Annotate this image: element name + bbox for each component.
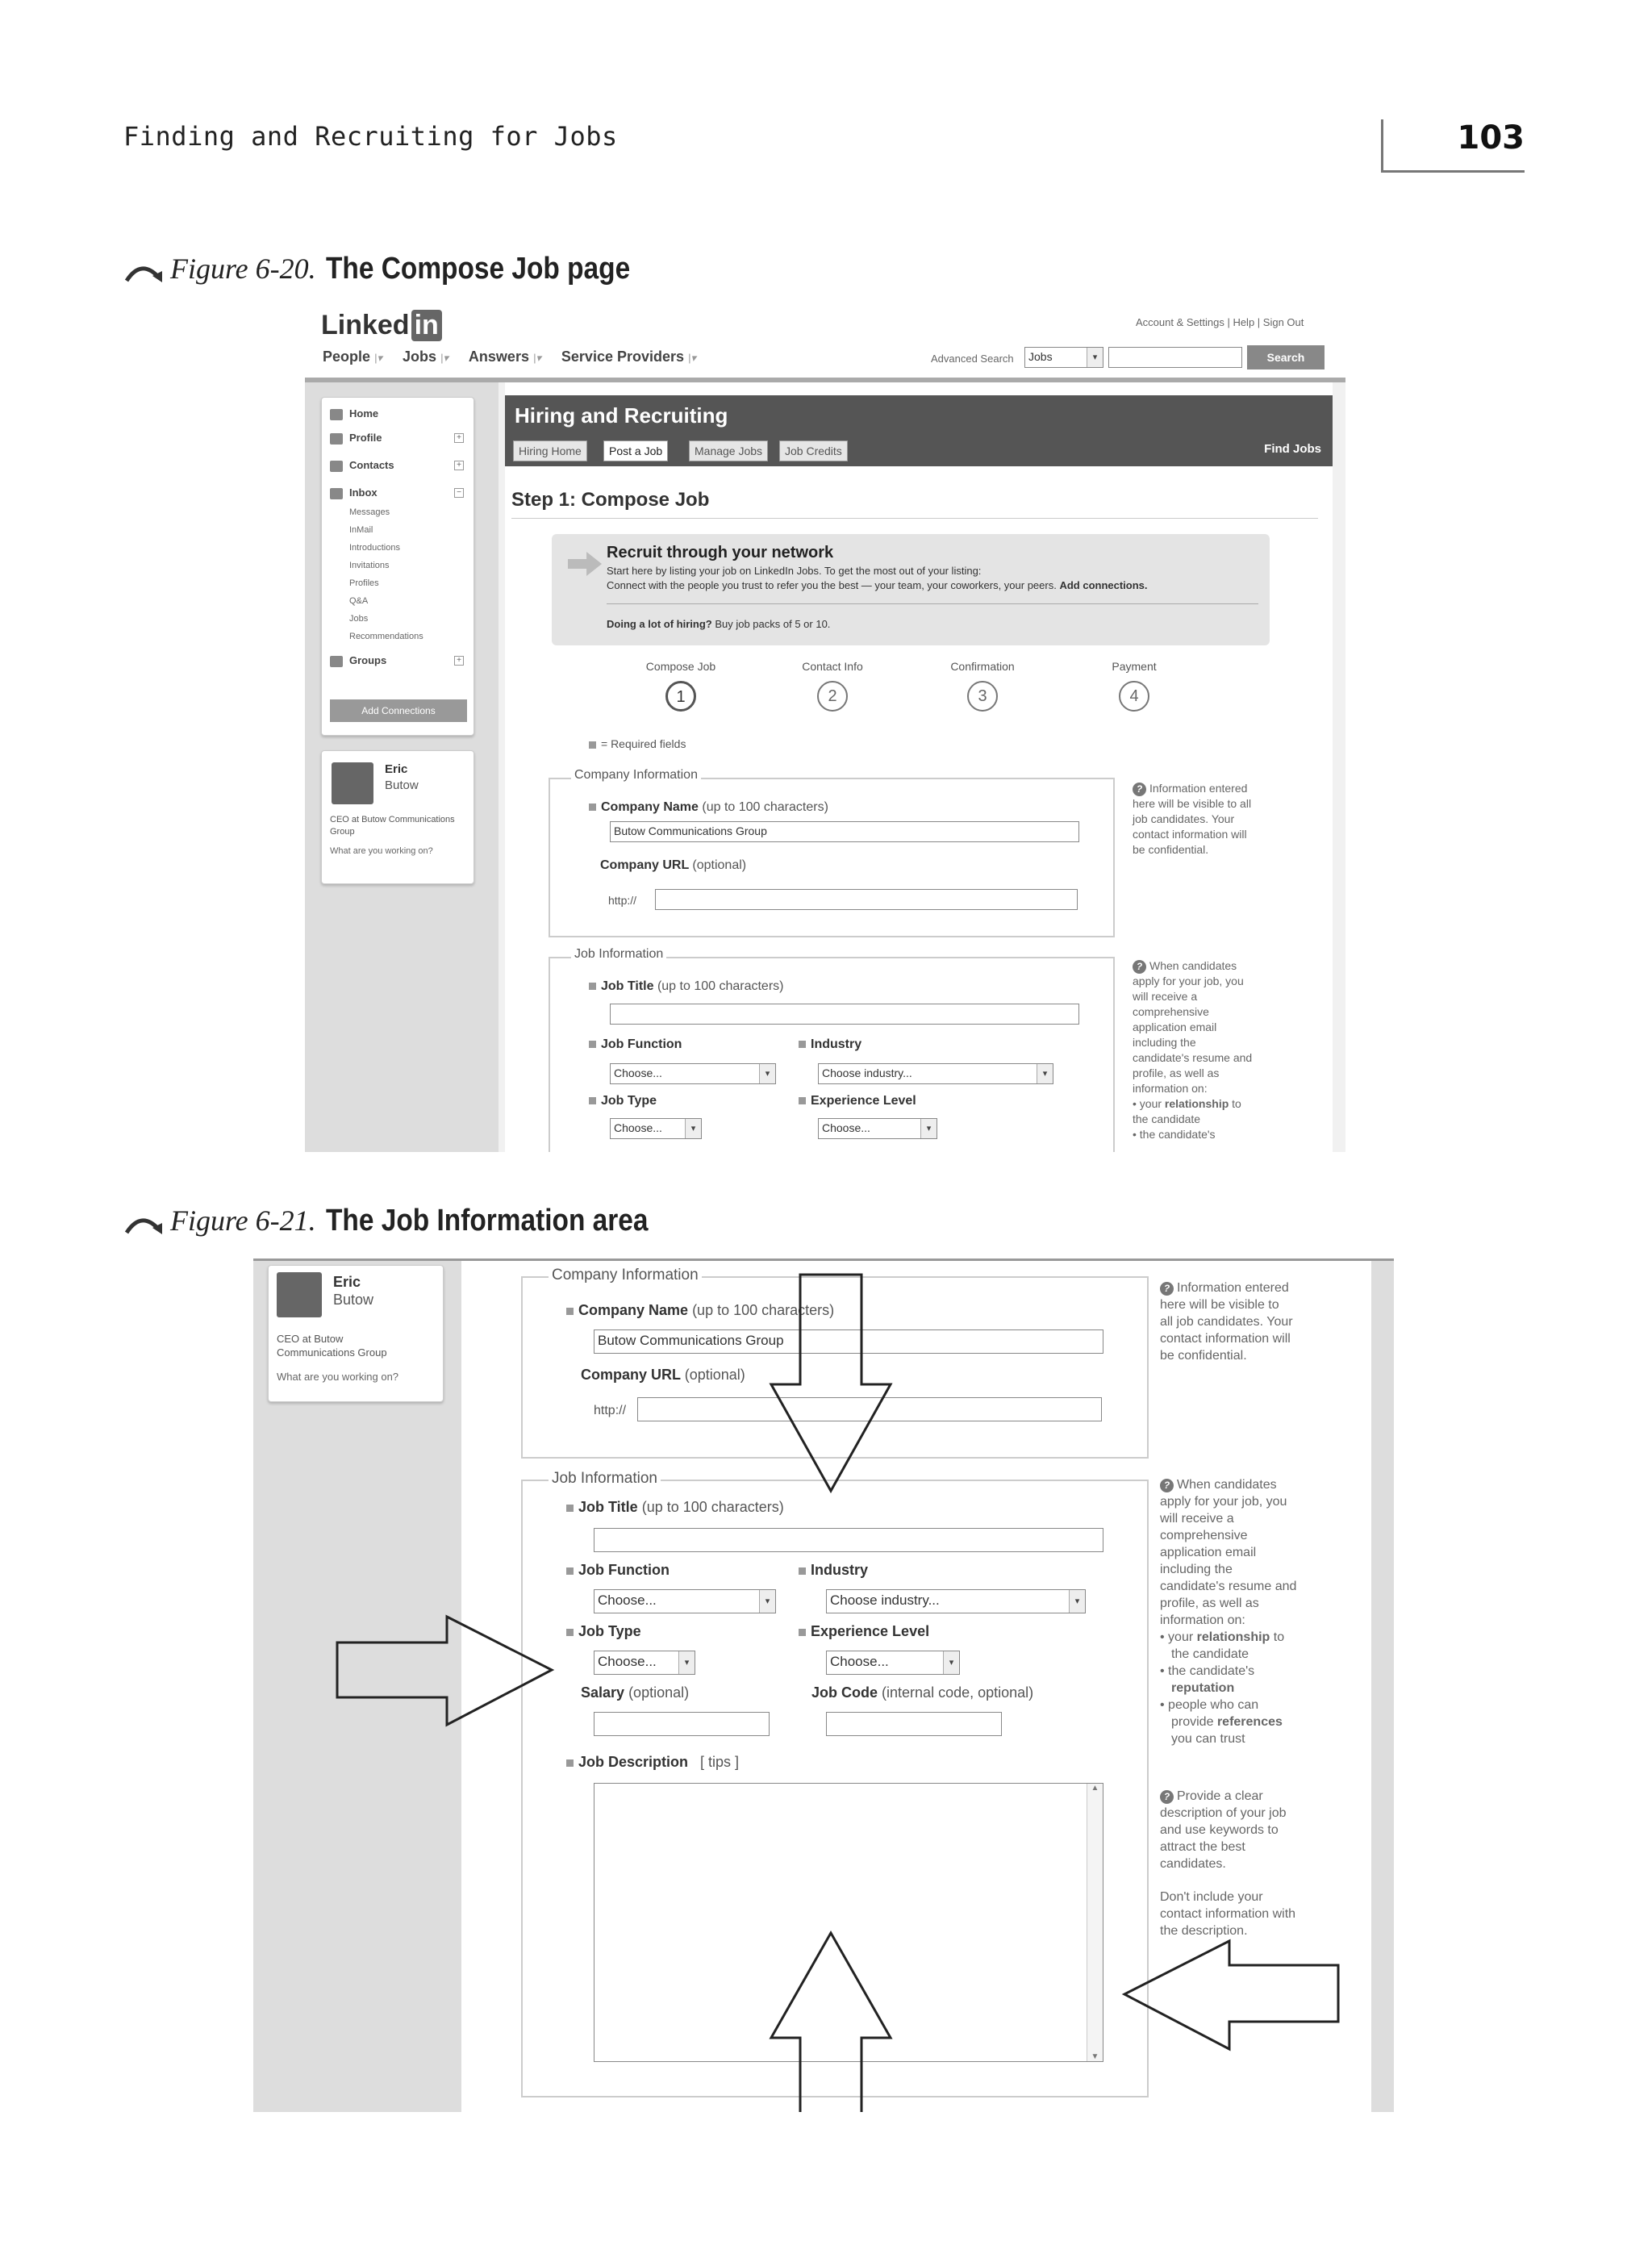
arrow-down-icon	[771, 1275, 891, 1491]
recruit-title: Recruit through your network	[607, 544, 834, 561]
linkedin-logo	[321, 310, 442, 341]
sidebar-item-inbox[interactable]: Inbox	[330, 486, 378, 499]
inbox-sub-item[interactable]: Q&A	[349, 596, 369, 606]
step-2-indicator: 2	[817, 681, 848, 712]
running-head: Finding and Recruiting for Jobs	[123, 121, 618, 152]
job-type-select[interactable]: Choose... ▾	[610, 1118, 702, 1139]
account-links[interactable]: Account & Settings | Help | Sign Out	[1136, 316, 1304, 328]
inbox-sub-item[interactable]: Jobs	[349, 614, 369, 624]
scroll-down-icon[interactable]: ▼	[1091, 2052, 1099, 2061]
job-packs-link[interactable]: Buy job packs of 5 or 10.	[715, 618, 831, 630]
status-prompt[interactable]: What are you working on?	[330, 846, 433, 856]
nav-answers[interactable]: Answers |▾	[468, 349, 541, 365]
chevron-down-icon: ▾	[759, 1064, 775, 1083]
job-legend: Job Information	[549, 1470, 661, 1488]
company-url-label: Company URL (optional)	[581, 1367, 745, 1383]
scroll-up-icon[interactable]: ▲	[1091, 1784, 1099, 1793]
sidebar-item-home[interactable]: Home	[330, 407, 378, 420]
help-icon: ?	[1133, 783, 1146, 796]
job-function-label: Job Function	[589, 1037, 682, 1052]
chevron-down-icon: ▾	[1037, 1064, 1053, 1083]
user-headline: CEO at Butow Communications Group	[330, 815, 455, 837]
chevron-down-icon: ▾	[759, 1590, 775, 1613]
required-marker-icon	[589, 1041, 596, 1048]
recruit-banner	[552, 534, 1270, 645]
job-description-label: Job Description [ tips ]	[566, 1754, 739, 1771]
nav-service-providers[interactable]: Service Providers |▾	[561, 349, 696, 365]
hiring-note: Doing a lot of hiring? Buy job packs of 5 or 10.	[607, 618, 831, 630]
help-icon: ?	[1160, 1790, 1174, 1804]
tab-hiring-home[interactable]: Hiring Home	[513, 440, 587, 461]
figure-caption	[123, 252, 671, 286]
required-note: = Required fields	[589, 737, 686, 750]
expand-icon[interactable]: +	[454, 461, 464, 470]
chevron-down-icon: ▾	[685, 1119, 701, 1138]
add-connections-button[interactable]: Add Connections	[330, 699, 467, 722]
figure-title: The Job Information area	[325, 1204, 649, 1238]
step-heading: Step 1: Compose Job	[511, 489, 710, 511]
expand-icon[interactable]: +	[454, 433, 464, 443]
user-last-name[interactable]: Butow	[385, 778, 419, 792]
arrow-left-icon	[1124, 1941, 1338, 2049]
industry-select[interactable]: Choose industry... ▾	[818, 1063, 1053, 1084]
nav-box	[321, 397, 474, 736]
add-connections-link[interactable]: Add connections.	[1059, 579, 1148, 591]
experience-level-select[interactable]: Choose... ▾	[826, 1651, 960, 1675]
divider	[607, 603, 1258, 604]
step-1-indicator: 1	[665, 681, 696, 712]
company-help: ? Information entered here will be visible to all job candidates. Your contact information will be confidential.	[1133, 782, 1252, 856]
inbox-sub-item[interactable]: Invitations	[349, 561, 390, 570]
http-prefix: http://	[608, 894, 637, 907]
help-icon: ?	[1160, 1479, 1174, 1492]
figure-ref: Figure 6-20.	[170, 253, 316, 285]
experience-level-select[interactable]: Choose... ▾	[818, 1118, 937, 1139]
recruit-line-1: Start here by listing your job on LinkedIn Jobs. To get the most out of your listing:	[607, 565, 982, 577]
job-type-select[interactable]: Choose... ▾	[594, 1651, 695, 1675]
required-marker-icon	[799, 1097, 806, 1104]
contacts-icon	[330, 461, 343, 472]
http-prefix: http://	[594, 1404, 627, 1417]
inbox-sub-item[interactable]: Introductions	[349, 543, 400, 553]
callout-arrows	[253, 1258, 1394, 2112]
main-nav	[323, 349, 712, 365]
page-number: 103	[1457, 119, 1525, 157]
step-label: Contact Info	[802, 660, 863, 673]
search-button[interactable]: Search	[1247, 345, 1325, 369]
user-first-name[interactable]: Eric	[385, 762, 408, 776]
job-function-label: Job Function	[566, 1562, 670, 1579]
inbox-sub-item[interactable]: Recommendations	[349, 632, 423, 641]
experience-level-label: Experience Level	[799, 1094, 916, 1108]
user-first-name[interactable]: Eric	[333, 1274, 361, 1290]
company-legend: Company Information	[549, 1267, 702, 1284]
inbox-sub-item[interactable]: Messages	[349, 507, 390, 517]
curved-arrow-icon	[123, 260, 165, 284]
chevron-down-icon: ▾	[678, 1651, 695, 1674]
job-title-label: Job Title (up to 100 characters)	[566, 1499, 784, 1516]
figure-caption	[123, 1204, 692, 1238]
step-3-indicator: 3	[967, 681, 998, 712]
industry-label: Industry	[799, 1562, 868, 1579]
salary-label: Salary (optional)	[581, 1684, 690, 1701]
avatar[interactable]	[332, 762, 373, 804]
job-code-label: Job Code (internal code, optional)	[811, 1684, 1034, 1701]
company-url-label: Company URL (optional)	[600, 858, 747, 872]
required-marker-icon	[589, 741, 596, 749]
company-name-input[interactable]: Butow Communications Group	[594, 1329, 1103, 1354]
status-prompt[interactable]: What are you working on?	[277, 1371, 399, 1383]
step-label: Payment	[1112, 660, 1157, 673]
sidebar-item-profile[interactable]: Profile	[330, 432, 382, 445]
curved-arrow-icon	[123, 1212, 165, 1236]
user-last-name[interactable]: Butow	[333, 1292, 374, 1308]
description-help: ? Provide a clear description of your job and use keywords to attract the best candidates. Don't include your contact information with the description.	[1160, 1789, 1296, 1938]
chevron-down-icon: ▾	[1087, 348, 1103, 367]
profile-box	[321, 750, 474, 884]
job-type-label: Job Type	[589, 1094, 657, 1108]
tab-post-a-job[interactable]: Post a Job	[603, 440, 668, 461]
job-function-select[interactable]: Choose... ▾	[594, 1589, 776, 1613]
experience-level-label: Experience Level	[799, 1623, 929, 1640]
figure-job-information	[253, 1258, 1394, 2112]
job-title-input[interactable]	[610, 1004, 1079, 1025]
find-jobs-link[interactable]: Find Jobs	[1264, 442, 1321, 456]
company-url-input[interactable]	[655, 889, 1078, 910]
step-4-indicator: 4	[1119, 681, 1149, 712]
sidebar-item-contacts[interactable]: Contacts	[330, 459, 394, 472]
tips-link[interactable]: [ tips ]	[700, 1754, 740, 1770]
industry-select[interactable]: Choose industry... ▾	[826, 1589, 1086, 1613]
sidebar-item-groups[interactable]: Groups	[330, 654, 386, 667]
company-help: ? Information entered here will be visible to all job candidates. Your contact information will be confidential.	[1160, 1281, 1293, 1363]
help-icon: ?	[1133, 960, 1146, 974]
tab-job-credits[interactable]: Job Credits	[779, 440, 848, 461]
company-name-label: Company Name (up to 100 characters)	[589, 800, 828, 815]
search-scope-select[interactable]: Jobs ▾	[1024, 347, 1103, 368]
required-marker-icon	[799, 1041, 806, 1048]
collapse-icon[interactable]: −	[454, 488, 464, 498]
company-name-input[interactable]: Butow Communications Group	[610, 821, 1079, 842]
figure-title: The Compose Job page	[325, 252, 630, 286]
industry-label: Industry	[799, 1037, 861, 1052]
arrow-right-icon	[337, 1617, 552, 1725]
advanced-search-link[interactable]: Advanced Search	[931, 353, 1014, 365]
nav-people[interactable]: People |▾	[323, 349, 382, 365]
logo-box: in	[411, 310, 442, 341]
job-title-label: Job Title (up to 100 characters)	[589, 979, 783, 994]
chevron-down-icon: ▾	[920, 1119, 937, 1138]
step-label: Confirmation	[950, 660, 1015, 673]
groups-icon	[330, 656, 343, 667]
hiring-banner	[505, 395, 1333, 466]
logo-text: Linked	[321, 310, 410, 340]
banner-title: Hiring and Recruiting	[515, 403, 728, 428]
nav-jobs[interactable]: Jobs |▾	[402, 349, 448, 365]
expand-icon[interactable]: +	[454, 656, 464, 666]
required-marker-icon	[589, 983, 596, 990]
recruit-line-2: Connect with the people you trust to refer you the best — your team, your coworkers, your peers. Add connections.	[607, 579, 1148, 591]
search-input[interactable]	[1108, 347, 1242, 368]
job-legend: Job Information	[571, 947, 666, 962]
job-help: ? When candidates apply for your job, you will receive a comprehensive application email including the candidate's resume and profile, as well as information on: • your relationship to the candidate • the candidate's	[1133, 959, 1253, 1141]
job-help: ? When candidates apply for your job, you will receive a comprehensive application email including the candidate's resume and profile, as well as information on: • your relationship to the candidate • the candidate's reputation • people who can provide references you can trust	[1160, 1478, 1297, 1746]
inbox-icon	[330, 488, 343, 499]
job-type-label: Job Type	[566, 1623, 641, 1640]
inbox-sub-item[interactable]: Profiles	[349, 578, 379, 588]
job-function-select[interactable]: Choose... ▾	[610, 1063, 776, 1084]
company-name-label: Company Name (up to 100 characters)	[566, 1302, 834, 1319]
user-headline: CEO at Butow Communications Group	[277, 1333, 387, 1359]
required-marker-icon	[589, 804, 596, 811]
figure-compose-job	[305, 307, 1345, 1152]
profile-icon	[330, 433, 343, 445]
arrow-right-icon	[568, 552, 602, 576]
company-legend: Company Information	[571, 768, 701, 783]
figure-ref: Figure 6-21.	[170, 1204, 316, 1237]
required-marker-icon	[589, 1097, 596, 1104]
chevron-down-icon: ▾	[943, 1651, 959, 1674]
help-icon: ?	[1160, 1282, 1174, 1296]
tab-manage-jobs[interactable]: Manage Jobs	[689, 440, 768, 461]
chevron-down-icon: ▾	[1069, 1590, 1085, 1613]
divider	[511, 518, 1318, 519]
arrow-up-icon	[771, 1933, 891, 2112]
step-label: Compose Job	[645, 660, 716, 673]
inbox-sub-item[interactable]: InMail	[349, 525, 373, 535]
home-icon	[330, 409, 343, 420]
